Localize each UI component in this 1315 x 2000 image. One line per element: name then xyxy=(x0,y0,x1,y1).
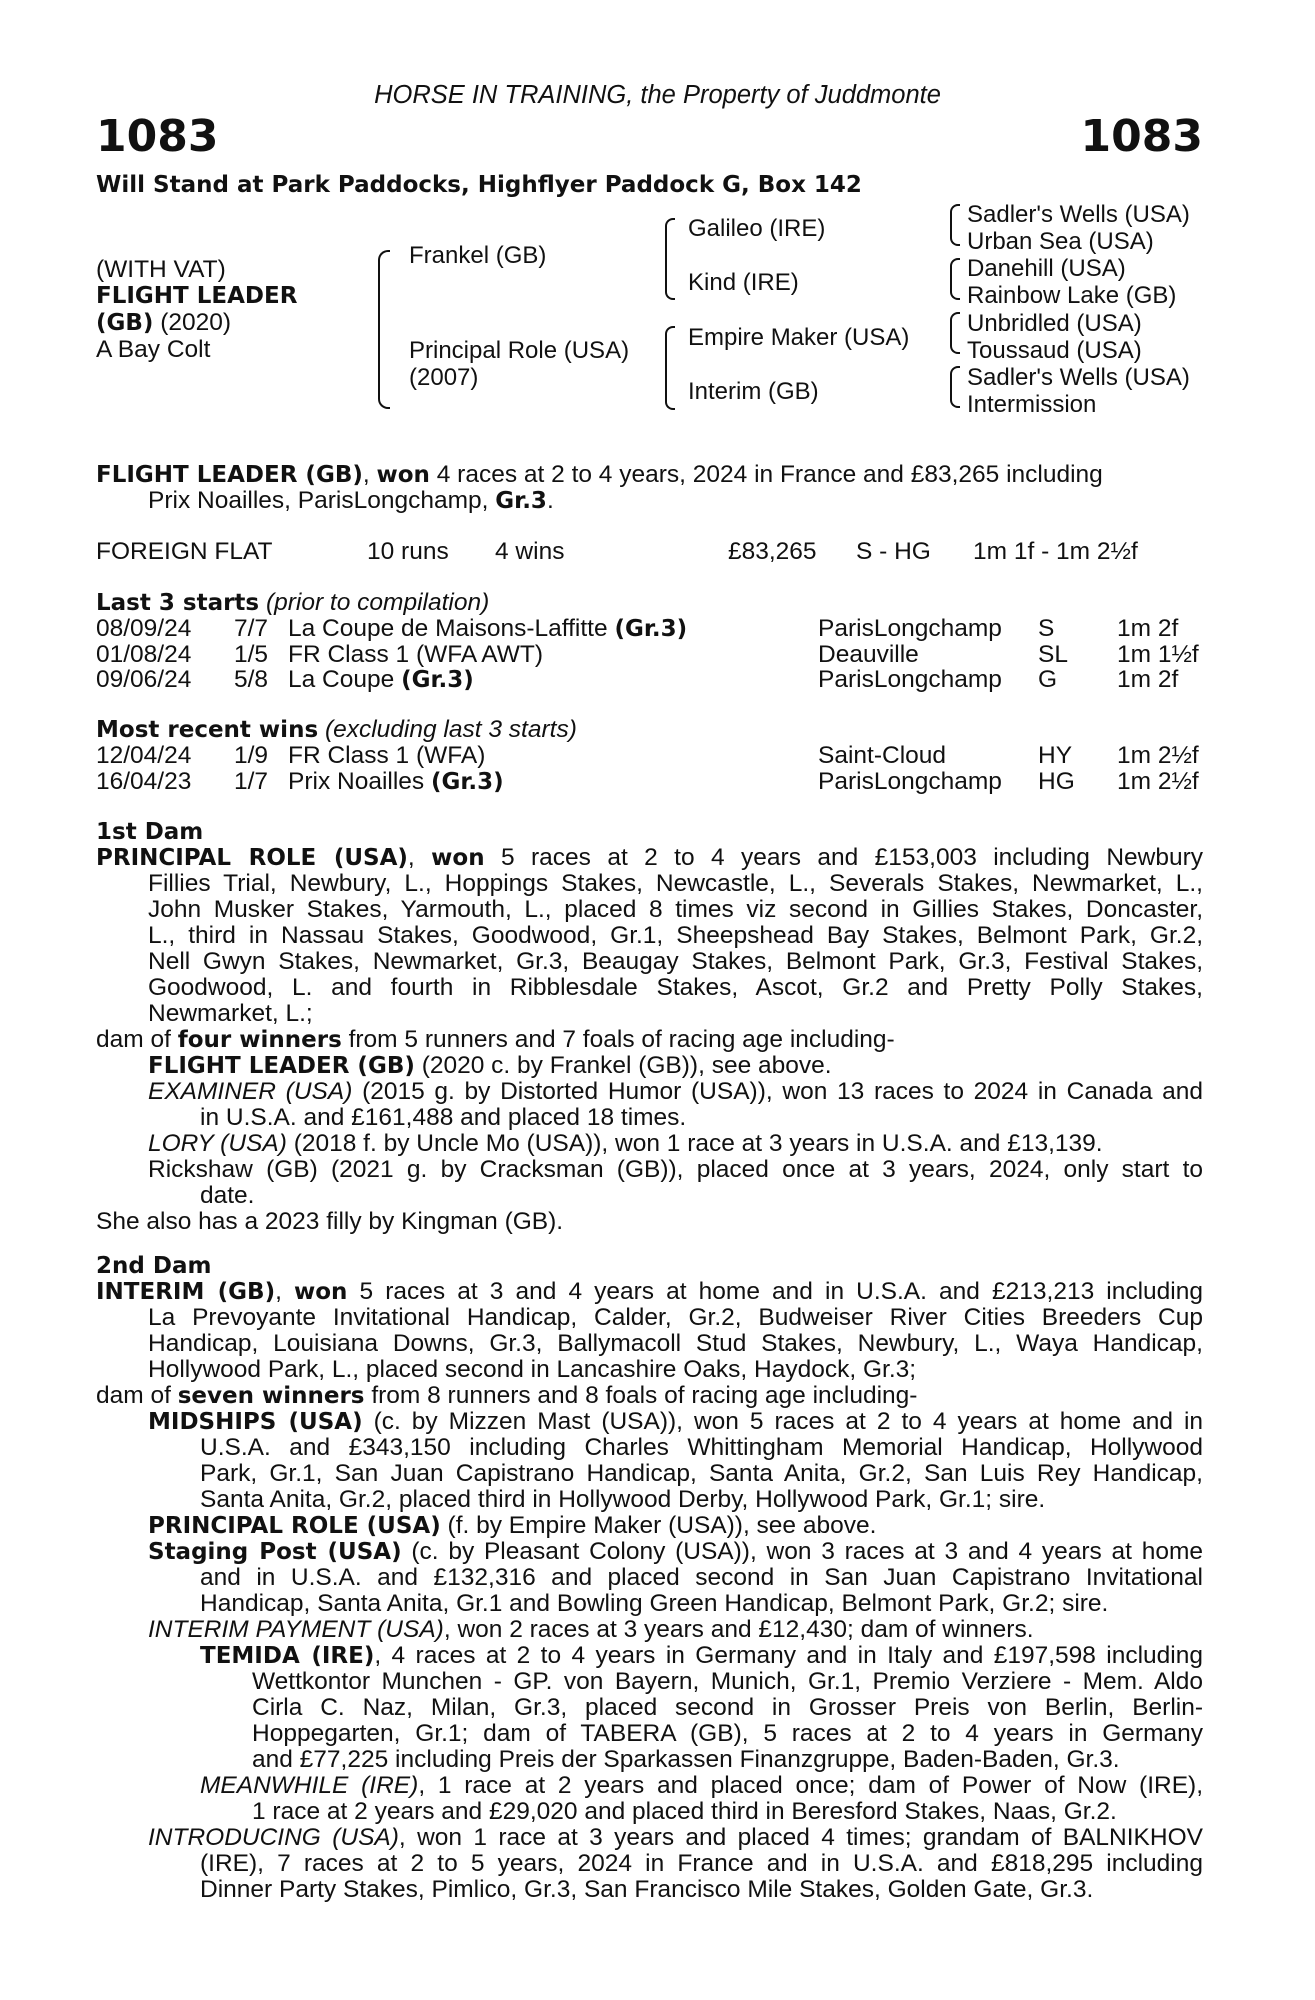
stand-location: Will Stand at Park Paddocks, Highflyer Paddock G, Box 142 xyxy=(96,172,862,198)
pedigree-gg-7: Sadler's Wells (USA) xyxy=(967,364,1190,391)
first-dam-heading: 1st Dam xyxy=(96,819,204,845)
pedigree-gg-2: Urban Sea (USA) xyxy=(967,228,1154,255)
pedigree-dam-sire: Empire Maker (USA) xyxy=(688,324,910,351)
table-row: 1/9 xyxy=(234,742,269,769)
table-row: 5/8 xyxy=(234,666,269,693)
pedigree-brace-g1 xyxy=(950,204,960,246)
table-row: La Coupe de Maisons-Laffitte (Gr.3) xyxy=(288,615,688,642)
pedigree-gg-6: Toussaud (USA) xyxy=(967,337,1142,364)
horse-name: FLIGHT LEADER xyxy=(96,283,298,309)
table-row: 1/5 xyxy=(234,641,269,668)
recent-wins-heading: Most recent wins (excluding last 3 starts) xyxy=(96,716,577,743)
table-row: La Coupe (Gr.3) xyxy=(288,666,474,693)
last3-heading: Last 3 starts (prior to compilation) xyxy=(96,589,490,616)
pedigree-sire-dam: Kind (IRE) xyxy=(688,269,799,296)
pedigree-sire-sire: Galileo (IRE) xyxy=(688,215,826,242)
table-row: 1m 2f xyxy=(1117,666,1179,693)
record-wins: 4 wins xyxy=(495,538,565,565)
pedigree-gg-1: Sadler's Wells (USA) xyxy=(967,201,1190,228)
race-summary: FLIGHT LEADER (GB), won 4 races at 2 to 4 years, 2024 in France and £83,265 including Prix Noailles, ParisLongchamp, Gr.3. xyxy=(96,461,1103,514)
pedigree-gg-4: Rainbow Lake (GB) xyxy=(967,282,1177,309)
table-row: HG xyxy=(1038,768,1075,795)
pedigree-dam: Principal Role (USA) xyxy=(409,337,630,364)
record-runs: 10 runs xyxy=(367,538,449,565)
pedigree-brace-main xyxy=(378,250,390,409)
horse-origin-year: (GB) (2020) xyxy=(96,309,232,336)
second-dam-heading: 2nd Dam xyxy=(96,1253,212,1279)
page-title: HORSE IN TRAINING, the Property of Juddmonte xyxy=(374,81,941,109)
pedigree-brace-g2 xyxy=(950,258,960,300)
lot-number-left: 1083 xyxy=(96,111,219,162)
pedigree-dam-year: (2007) xyxy=(409,364,479,391)
table-row: S xyxy=(1038,615,1055,642)
pedigree-gg-5: Unbridled (USA) xyxy=(967,310,1142,337)
pedigree-brace-g4 xyxy=(950,366,960,408)
table-row: Deauville xyxy=(818,641,919,668)
table-row: 01/08/24 xyxy=(96,641,192,668)
vat-note: (WITH VAT) xyxy=(96,256,226,283)
table-row: 12/04/24 xyxy=(96,742,192,769)
record-distance: 1m 1f - 1m 2½f xyxy=(973,538,1138,565)
second-dam-block: INTERIM (GB), won 5 races at 3 and 4 years at home and in U.S.A. and £213,213 including La Prevoyante Invitational Handicap, Calder, Gr.2, Budweiser River Cities Breeders Cup Handicap, Louisiana Downs, Gr.3, Ballymacoll Stud Stakes, Newbury, L., Waya Handicap, Hollywood Park, L., placed second in Lancashire Oaks, Haydock, Gr.3; dam of seven winners from 8 runners and 8 foals of racing age including- MIDSHIPS (USA) (c. by Mizzen Mast (USA)), won 5 races at 2 to 4 years at home and in U.S.A. and £343,150 including Charles Whittingham Memorial Handicap, Hollywood Park, Gr.1, San Juan Capistrano Handicap, Santa Anita, Gr.2, San Luis Rey Handicap, Santa Anita, Gr.2, placed third in Hollywood Derby, Hollywood Park, Gr.1; sire. PRINCIPAL ROLE (USA) (f. by Empire Maker (USA)), see above. Staging Post (USA) (c. by Pleasant Colony (USA)), won 3 races at 3 and 4 years at home and in U.S.A. and £132,316 and placed second in San Juan Capistrano Invitational Handicap, Santa Anita, Gr.1 and Bowling Green Handicap, Belmont Park, Gr.2; sire. INTERIM PAYMENT (USA), won 2 races at 3 years and £12,430; dam of winners. TEMIDA (IRE), 4 races at 2 to 4 years in Germany and in Italy and £197,598 including Wettkontor Munchen - GP. von Bayern, Munich, Gr.1, Premio Verziere - Mem. Aldo Cirla C. Naz, Milan, Gr.3, placed second in Grosser Preis von Berlin, Berlin- Hoppegarten, Gr.1; dam of TABERA (GB), 5 races at 2 to 4 years in Germany and £77,225 including Preis der Sparkassen Finanzgruppe, Baden-Baden, Gr.3. MEANWHILE (IRE), 1 race at 2 years and placed once; dam of Power of Now (IRE), 1 race at 2 years and £29,020 and placed third in Beresford Stakes, Naas, Gr.2. INTRODUCING (USA), won 1 race at 3 years and placed 4 times; grandam of BALNIKHOV (IRE), 7 races at 2 to 5 years, 2024 in France and in U.S.A. and £818,295 including Dinner Party Stakes, Pimlico, Gr.3, San Francisco Mile Stakes, Golden Gate, Gr.3. xyxy=(96,1278,1204,1903)
pedigree-sire: Frankel (GB) xyxy=(409,242,547,269)
table-row: Prix Noailles (Gr.3) xyxy=(288,768,504,795)
pedigree-dam-dam: Interim (GB) xyxy=(688,378,819,405)
record-earnings: £83,265 xyxy=(728,538,817,565)
table-row: 16/04/23 xyxy=(96,768,192,795)
table-row: Saint-Cloud xyxy=(818,742,947,769)
lot-number-right: 1083 xyxy=(1080,111,1203,162)
table-row: 1m 1½f xyxy=(1117,641,1199,668)
table-row: SL xyxy=(1038,641,1068,668)
table-row: ParisLongchamp xyxy=(818,768,1002,795)
table-row: HY xyxy=(1038,742,1073,769)
table-row: 1m 2f xyxy=(1117,615,1179,642)
table-row: 1/7 xyxy=(234,768,269,795)
first-dam-block: PRINCIPAL ROLE (USA), won 5 races at 2 to 4 years and £153,003 including Newbury Fillies Trial, Newbury, L., Hoppings Stakes, Newcastle, L., Severals Stakes, Newmarket, L., John Musker Stakes, Yarmouth, L., placed 8 times viz second in Gillies Stakes, Doncaster, L., third in Nassau Stakes, Goodwood, Gr.1, Sheepshead Bay Stakes, Belmont Park, Gr.2, Nell Gwyn Stakes, Newmarket, Gr.3, Beaugay Stakes, Belmont Park, Gr.3, Festival Stakes, Goodwood, L. and fourth in Ribblesdale Stakes, Ascot, Gr.2 and Pretty Polly Stakes, Newmarket, L.; dam of four winners from 5 runners and 7 foals of racing age including- FLIGHT LEADER (GB) (2020 c. by Frankel (GB)), see above. EXAMINER (USA) (2015 g. by Distorted Humor (USA)), won 13 races to 2024 in Canada and in U.S.A. and £161,488 and placed 18 times. LORY (USA) (2018 f. by Uncle Mo (USA)), won 1 race at 3 years in U.S.A. and £13,139. Rickshaw (GB) (2021 g. by Cracksman (GB)), placed once at 3 years, 2024, only start to date. She also has a 2023 filly by Kingman (GB). xyxy=(96,844,1204,1235)
table-row: FR Class 1 (WFA) xyxy=(288,742,486,769)
record-going: S - HG xyxy=(856,538,931,565)
table-row: ParisLongchamp xyxy=(818,666,1002,693)
table-row: 1m 2½f xyxy=(1117,742,1199,769)
table-row: ParisLongchamp xyxy=(818,615,1002,642)
table-row: FR Class 1 (WFA AWT) xyxy=(288,641,543,668)
pedigree-brace-g3 xyxy=(950,312,960,354)
pedigree-gg-3: Danehill (USA) xyxy=(967,255,1126,282)
table-row: 09/06/24 xyxy=(96,666,192,693)
table-row: 7/7 xyxy=(234,615,269,642)
table-row: 1m 2½f xyxy=(1117,768,1199,795)
table-row: G xyxy=(1038,666,1058,693)
pedigree-brace-dam xyxy=(665,326,675,410)
table-row: 08/09/24 xyxy=(96,615,192,642)
horse-description: A Bay Colt xyxy=(96,336,211,363)
record-label: FOREIGN FLAT xyxy=(96,538,273,565)
pedigree-gg-8: Intermission xyxy=(967,391,1097,418)
pedigree-brace-sire xyxy=(665,218,675,300)
